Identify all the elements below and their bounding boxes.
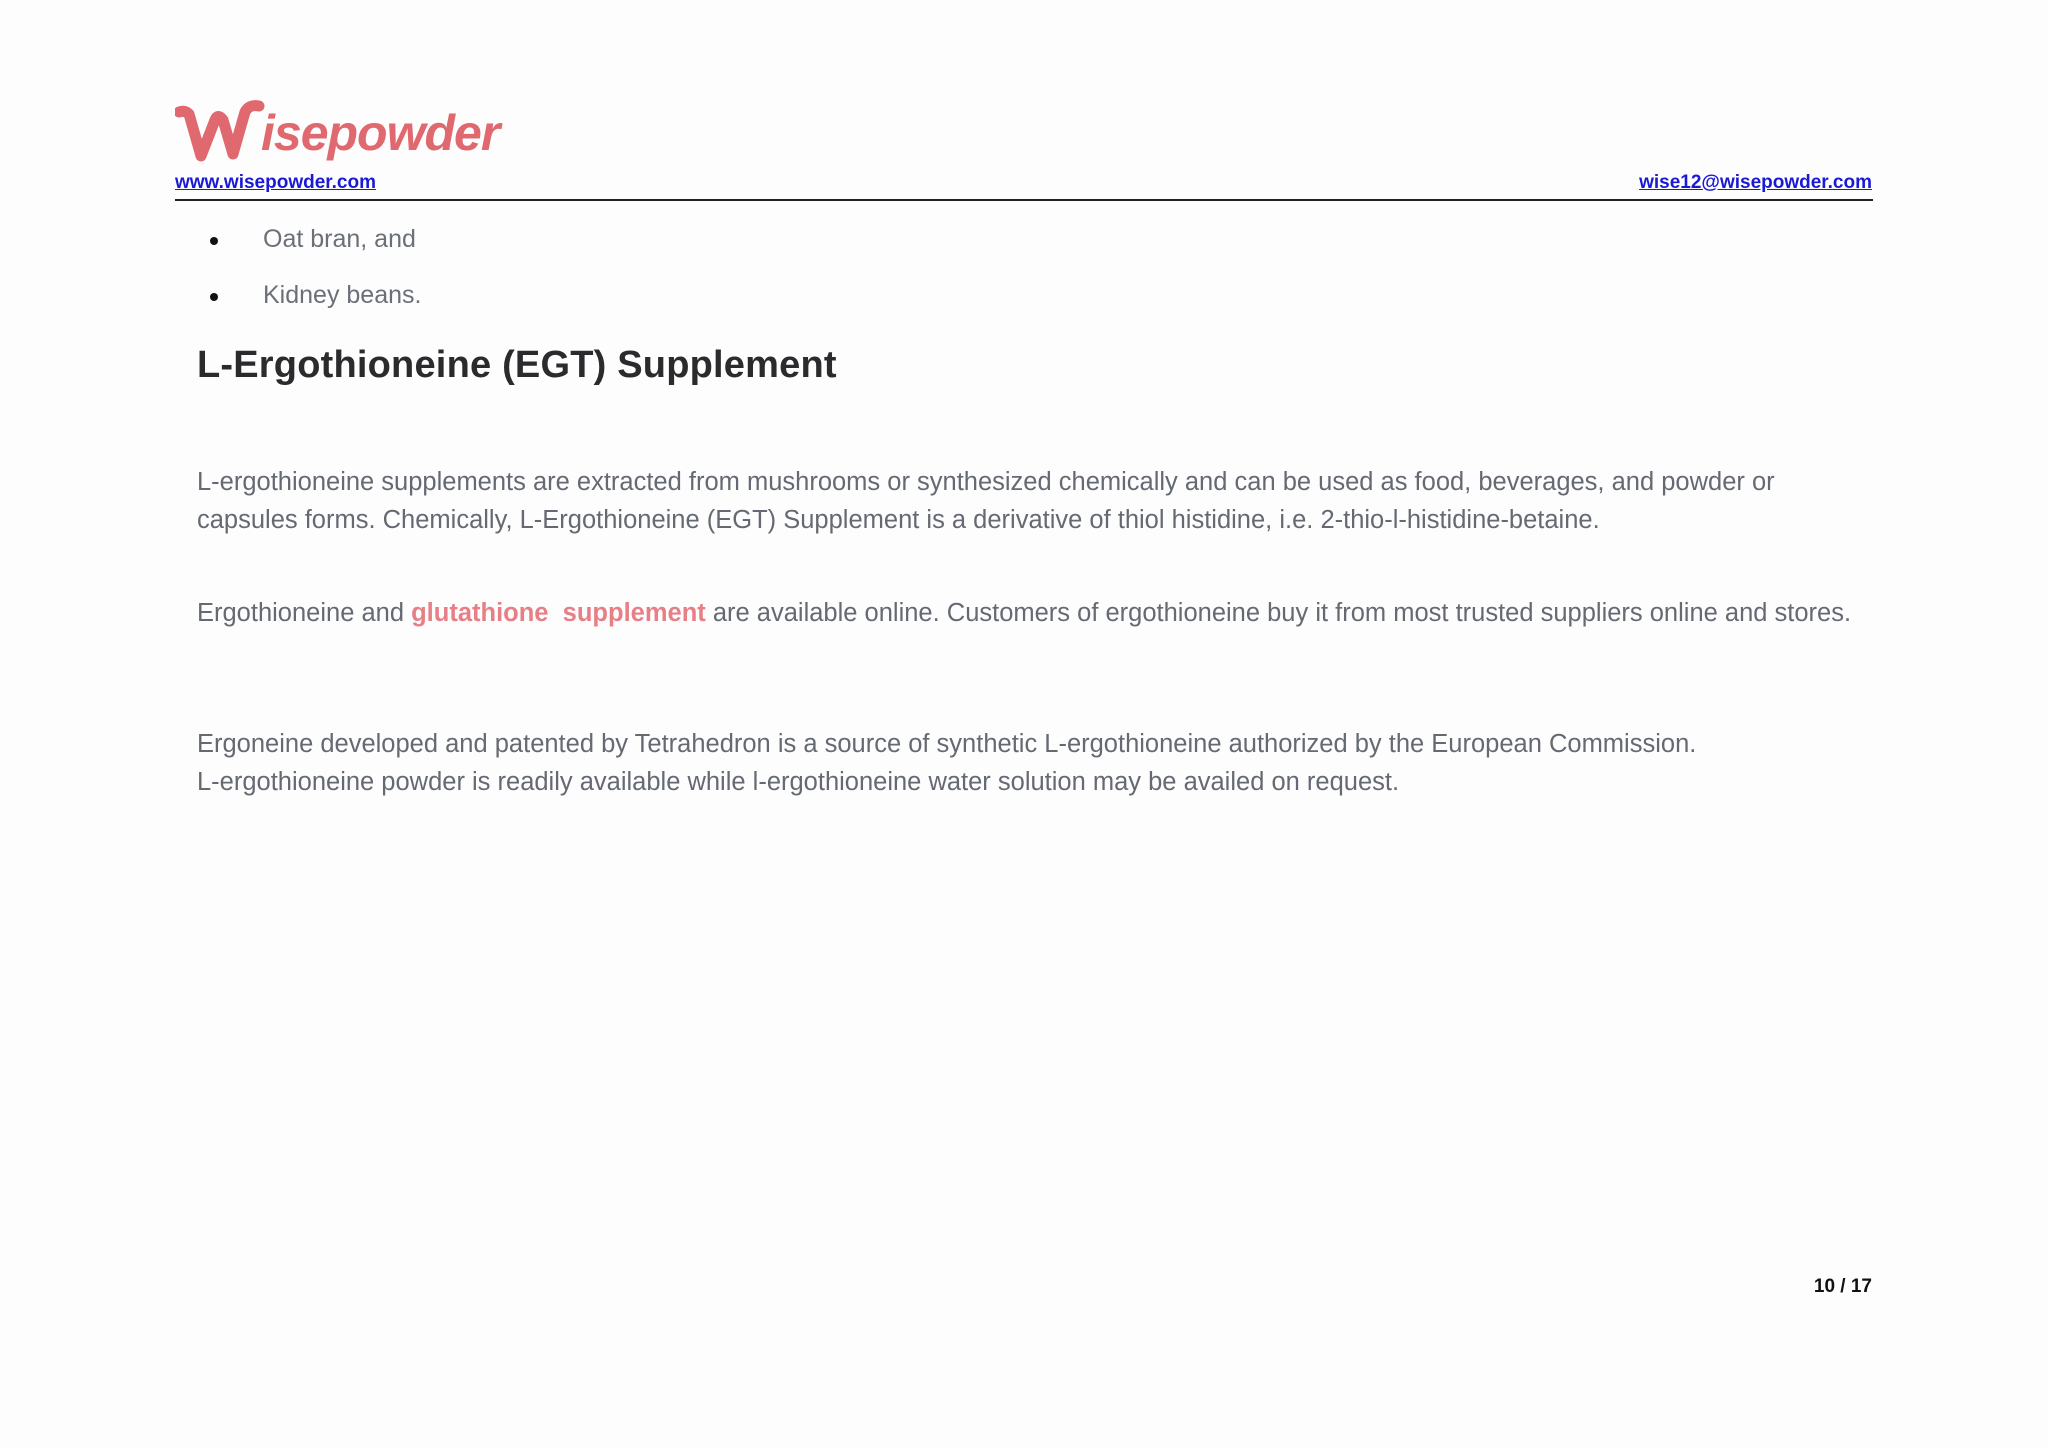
- page-number: 10 / 17: [1813, 1276, 1872, 1297]
- header-divider: [175, 199, 1873, 201]
- section-heading: L-Ergothioneine (EGT) Supplement: [197, 344, 837, 386]
- paragraph-ergoneine: Ergoneine developed and patented by Tetrahedron is a source of synthetic L-ergothioneine authorized by the European Commission. L-ergothioneine powder is readily available while l-ergothioneine water solution may be availed on request.: [197, 730, 1718, 796]
- bullet-icon: [210, 237, 218, 245]
- website-link[interactable]: www.wisepowder.com: [175, 172, 376, 193]
- paragraph-extraction: L-ergothioneine supplements are extracted from mushrooms or synthesized chemically and can be used as food, beverages, and powder or capsules forms. Chemically, L-Ergothioneine (EGT) Supplement is a derivative of thiol histidine, i.e. 2-thio-l-histidine-betaine.: [197, 468, 1775, 534]
- glutathione-link[interactable]: glutathione: [411, 599, 549, 627]
- list-item-text: Oat bran, and: [263, 225, 416, 253]
- list-item: [198, 222, 421, 278]
- list-item-text: Kidney beans.: [263, 281, 422, 309]
- logo-graphic: [175, 98, 505, 176]
- paragraph-text-before: Ergothioneine and: [197, 599, 412, 627]
- bullet-icon: [210, 293, 218, 301]
- paragraph-text-after: are available online. Customers of ergothioneine buy it from most trusted suppliers online and stores.: [705, 599, 1852, 627]
- list-item: [198, 278, 421, 334]
- wisepowder-logo: [175, 98, 505, 176]
- logo-text: isepowder: [261, 105, 500, 161]
- paragraph-availability: [197, 594, 1877, 632]
- bullet-list: [198, 222, 421, 334]
- email-link[interactable]: wise12@wisepowder.com: [1639, 172, 1872, 193]
- supplement-link[interactable]: supplement: [562, 599, 706, 627]
